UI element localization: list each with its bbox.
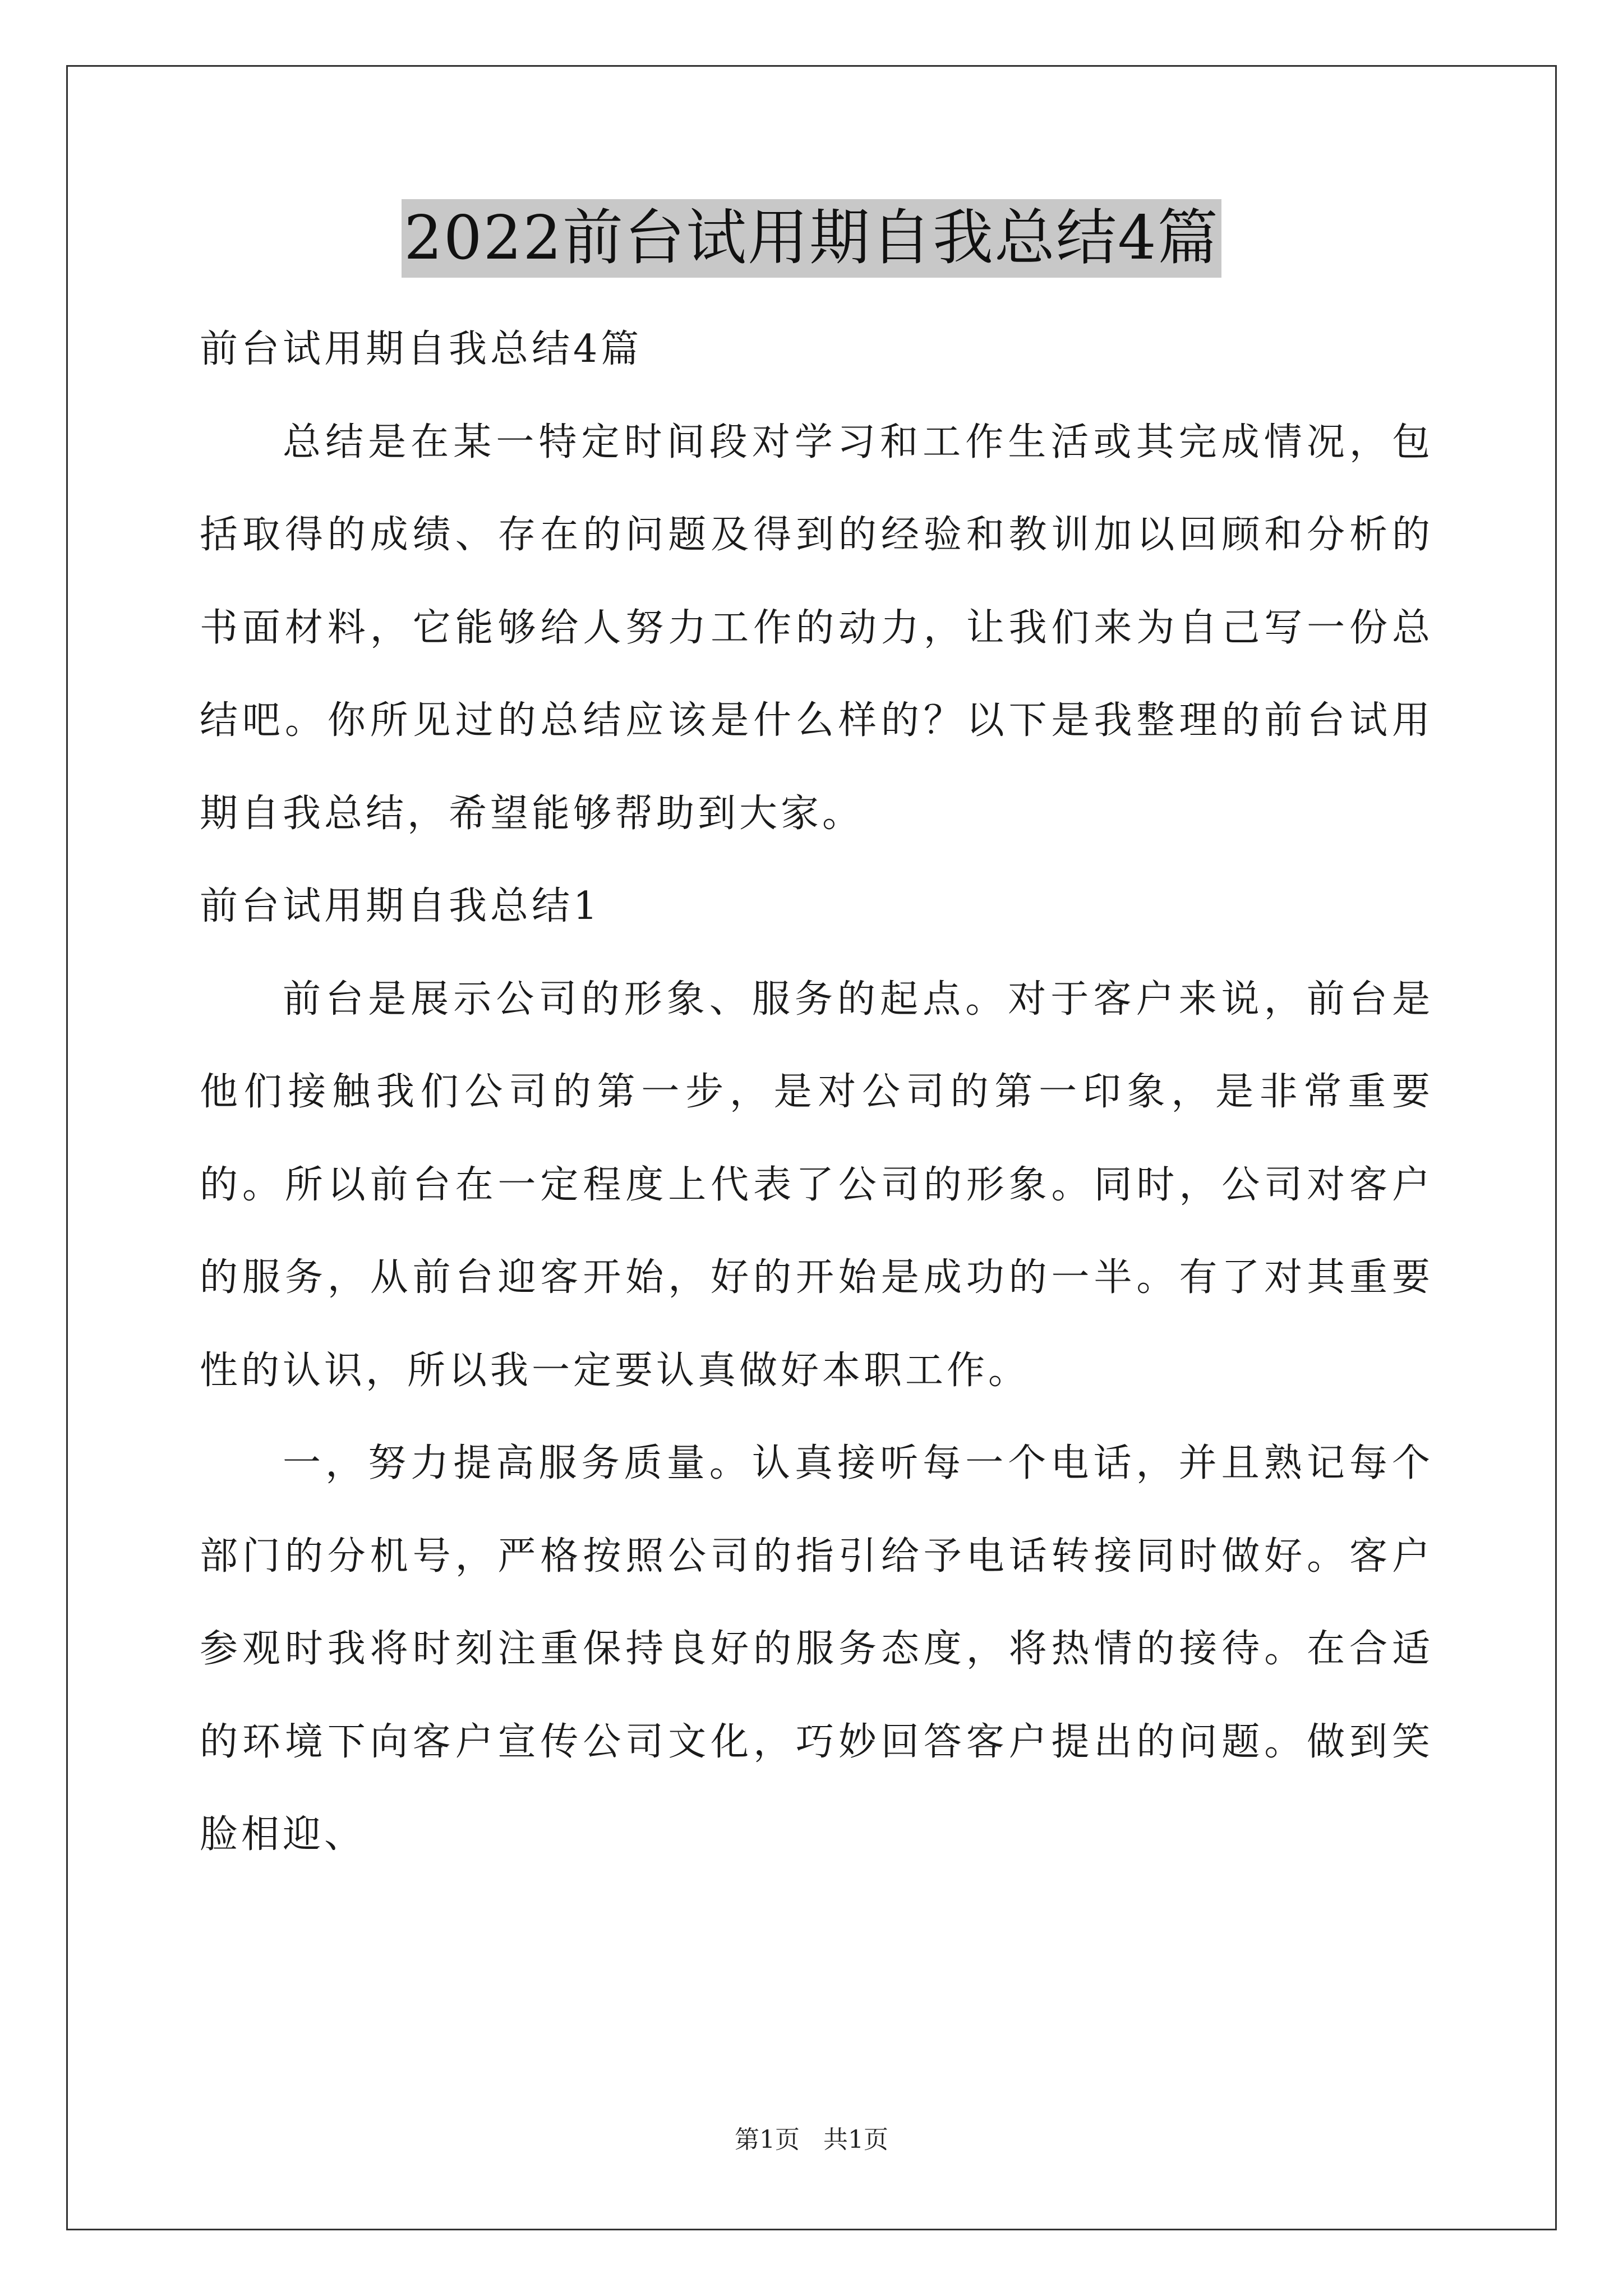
total-pages-label: 共1页 <box>823 2125 888 2154</box>
paragraph-section-heading: 前台试用期自我总结1 <box>200 884 601 928</box>
footer-spacer <box>800 2125 823 2154</box>
paragraph-intro: 总结是在某一特定时间段对学习和工作生活或其完成情况，包括取得的成绩、存在的问题及得到的经验和教训加以回顾和分析的书面材料，它能够给人努力工作的动力，让我们来为自己写一份总结吧。你所见过的总结应该是什么样的？以下是我整理的前台试用期自我总结，希望能够帮助到大家。 <box>200 420 1433 836</box>
paragraph-section-1: 前台是展示公司的形象、服务的起点。对于客户来说，前台是他们接触我们公司的第一步，是对公司的第一印象，是非常重要的。所以前台在一定程度上代表了公司的形象。同时，公司对客户的服务，从前台迎客开始，好的开始是成功的一半。有了对其重要性的认识，所以我一定要认真做好本职工作。 <box>200 977 1433 1393</box>
paragraph-subtitle: 前台试用期自我总结4篇 <box>200 327 643 371</box>
page-footer <box>0 2123 1623 2157</box>
document-body <box>200 303 1433 1881</box>
title-container <box>0 199 1623 278</box>
document-title: 2022前台试用期自我总结4篇 <box>402 199 1221 278</box>
current-page-label: 第1页 <box>735 2125 800 2154</box>
paragraph-section-2: 一，努力提高服务质量。认真接听每一个电话，并且熟记每个部门的分机号，严格按照公司的指引给予电话转接同时做好。客户参观时我将时刻注重保持良好的服务态度，将热情的接待。在合适的环境下向客户宣传公司文化，巧妙回答客户提出的问题。做到笑脸相迎、 <box>200 1441 1433 1857</box>
